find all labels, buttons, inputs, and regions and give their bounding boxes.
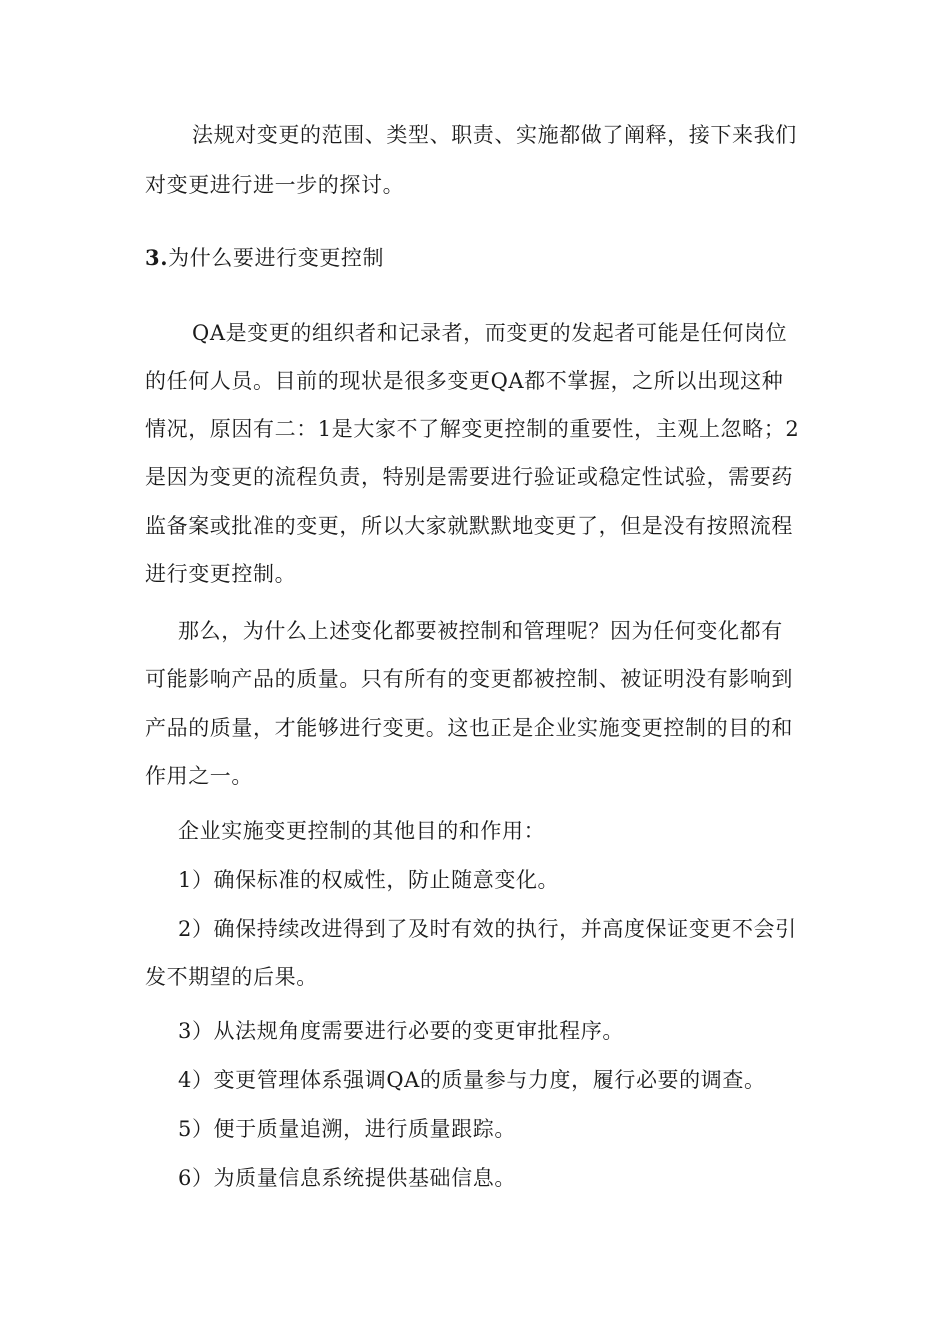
paragraph-2-line-1: QA是变更的组织者和记录者，而变更的发起者可能是任何岗位	[192, 321, 788, 345]
paragraph-3-line-2: 可能影响产品的质量。只有所有的变更都被控制、被证明没有影响到	[145, 667, 793, 691]
list-item-1: 1）确保标准的权威性，防止随意变化。	[178, 868, 560, 892]
list-item-2-line-1: 2）确保持续改进得到了及时有效的执行，并高度保证变更不会引	[178, 917, 797, 941]
paragraph-2-line-2: 的任何人员。目前的现状是很多变更QA都不掌握，之所以出现这种	[145, 369, 784, 393]
list-item-5: 5）便于质量追溯，进行质量跟踪。	[178, 1117, 516, 1141]
list-item-6: 6）为质量信息系统提供基础信息。	[178, 1166, 516, 1190]
list-item-2-line-2: 发不期望的后果。	[145, 965, 318, 989]
section-3-number: 3.	[145, 245, 169, 270]
section-3-title: 为什么要进行变更控制	[168, 246, 385, 270]
list-item-3: 3）从法规角度需要进行必要的变更审批程序。	[178, 1019, 624, 1043]
paragraph-3-line-4: 作用之一。	[145, 764, 253, 788]
paragraph-1-line-1: 法规对变更的范围、类型、职责、实施都做了阐释，接下来我们	[192, 123, 797, 147]
section-3-heading	[145, 243, 384, 273]
paragraph-2-line-6: 进行变更控制。	[145, 562, 297, 586]
paragraph-2-line-5: 监备案或批准的变更，所以大家就默默地变更了，但是没有按照流程	[145, 514, 793, 538]
paragraph-3-line-3: 产品的质量，才能够进行变更。这也正是企业实施变更控制的目的和	[145, 716, 793, 740]
list-item-4: 4）变更管理体系强调QA的质量参与力度，履行必要的调查。	[178, 1068, 766, 1092]
paragraph-2-line-3: 情况，原因有二：1是大家不了解变更控制的重要性，主观上忽略；2	[145, 417, 800, 441]
paragraph-1-line-2: 对变更进行进一步的探讨。	[145, 173, 405, 197]
paragraph-3-line-1: 那么，为什么上述变化都要被控制和管理呢？因为任何变化都有	[178, 619, 783, 643]
purposes-intro: 企业实施变更控制的其他目的和作用：	[178, 819, 546, 843]
paragraph-2-line-4: 是因为变更的流程负责，特别是需要进行验证或稳定性试验，需要药	[145, 465, 793, 489]
